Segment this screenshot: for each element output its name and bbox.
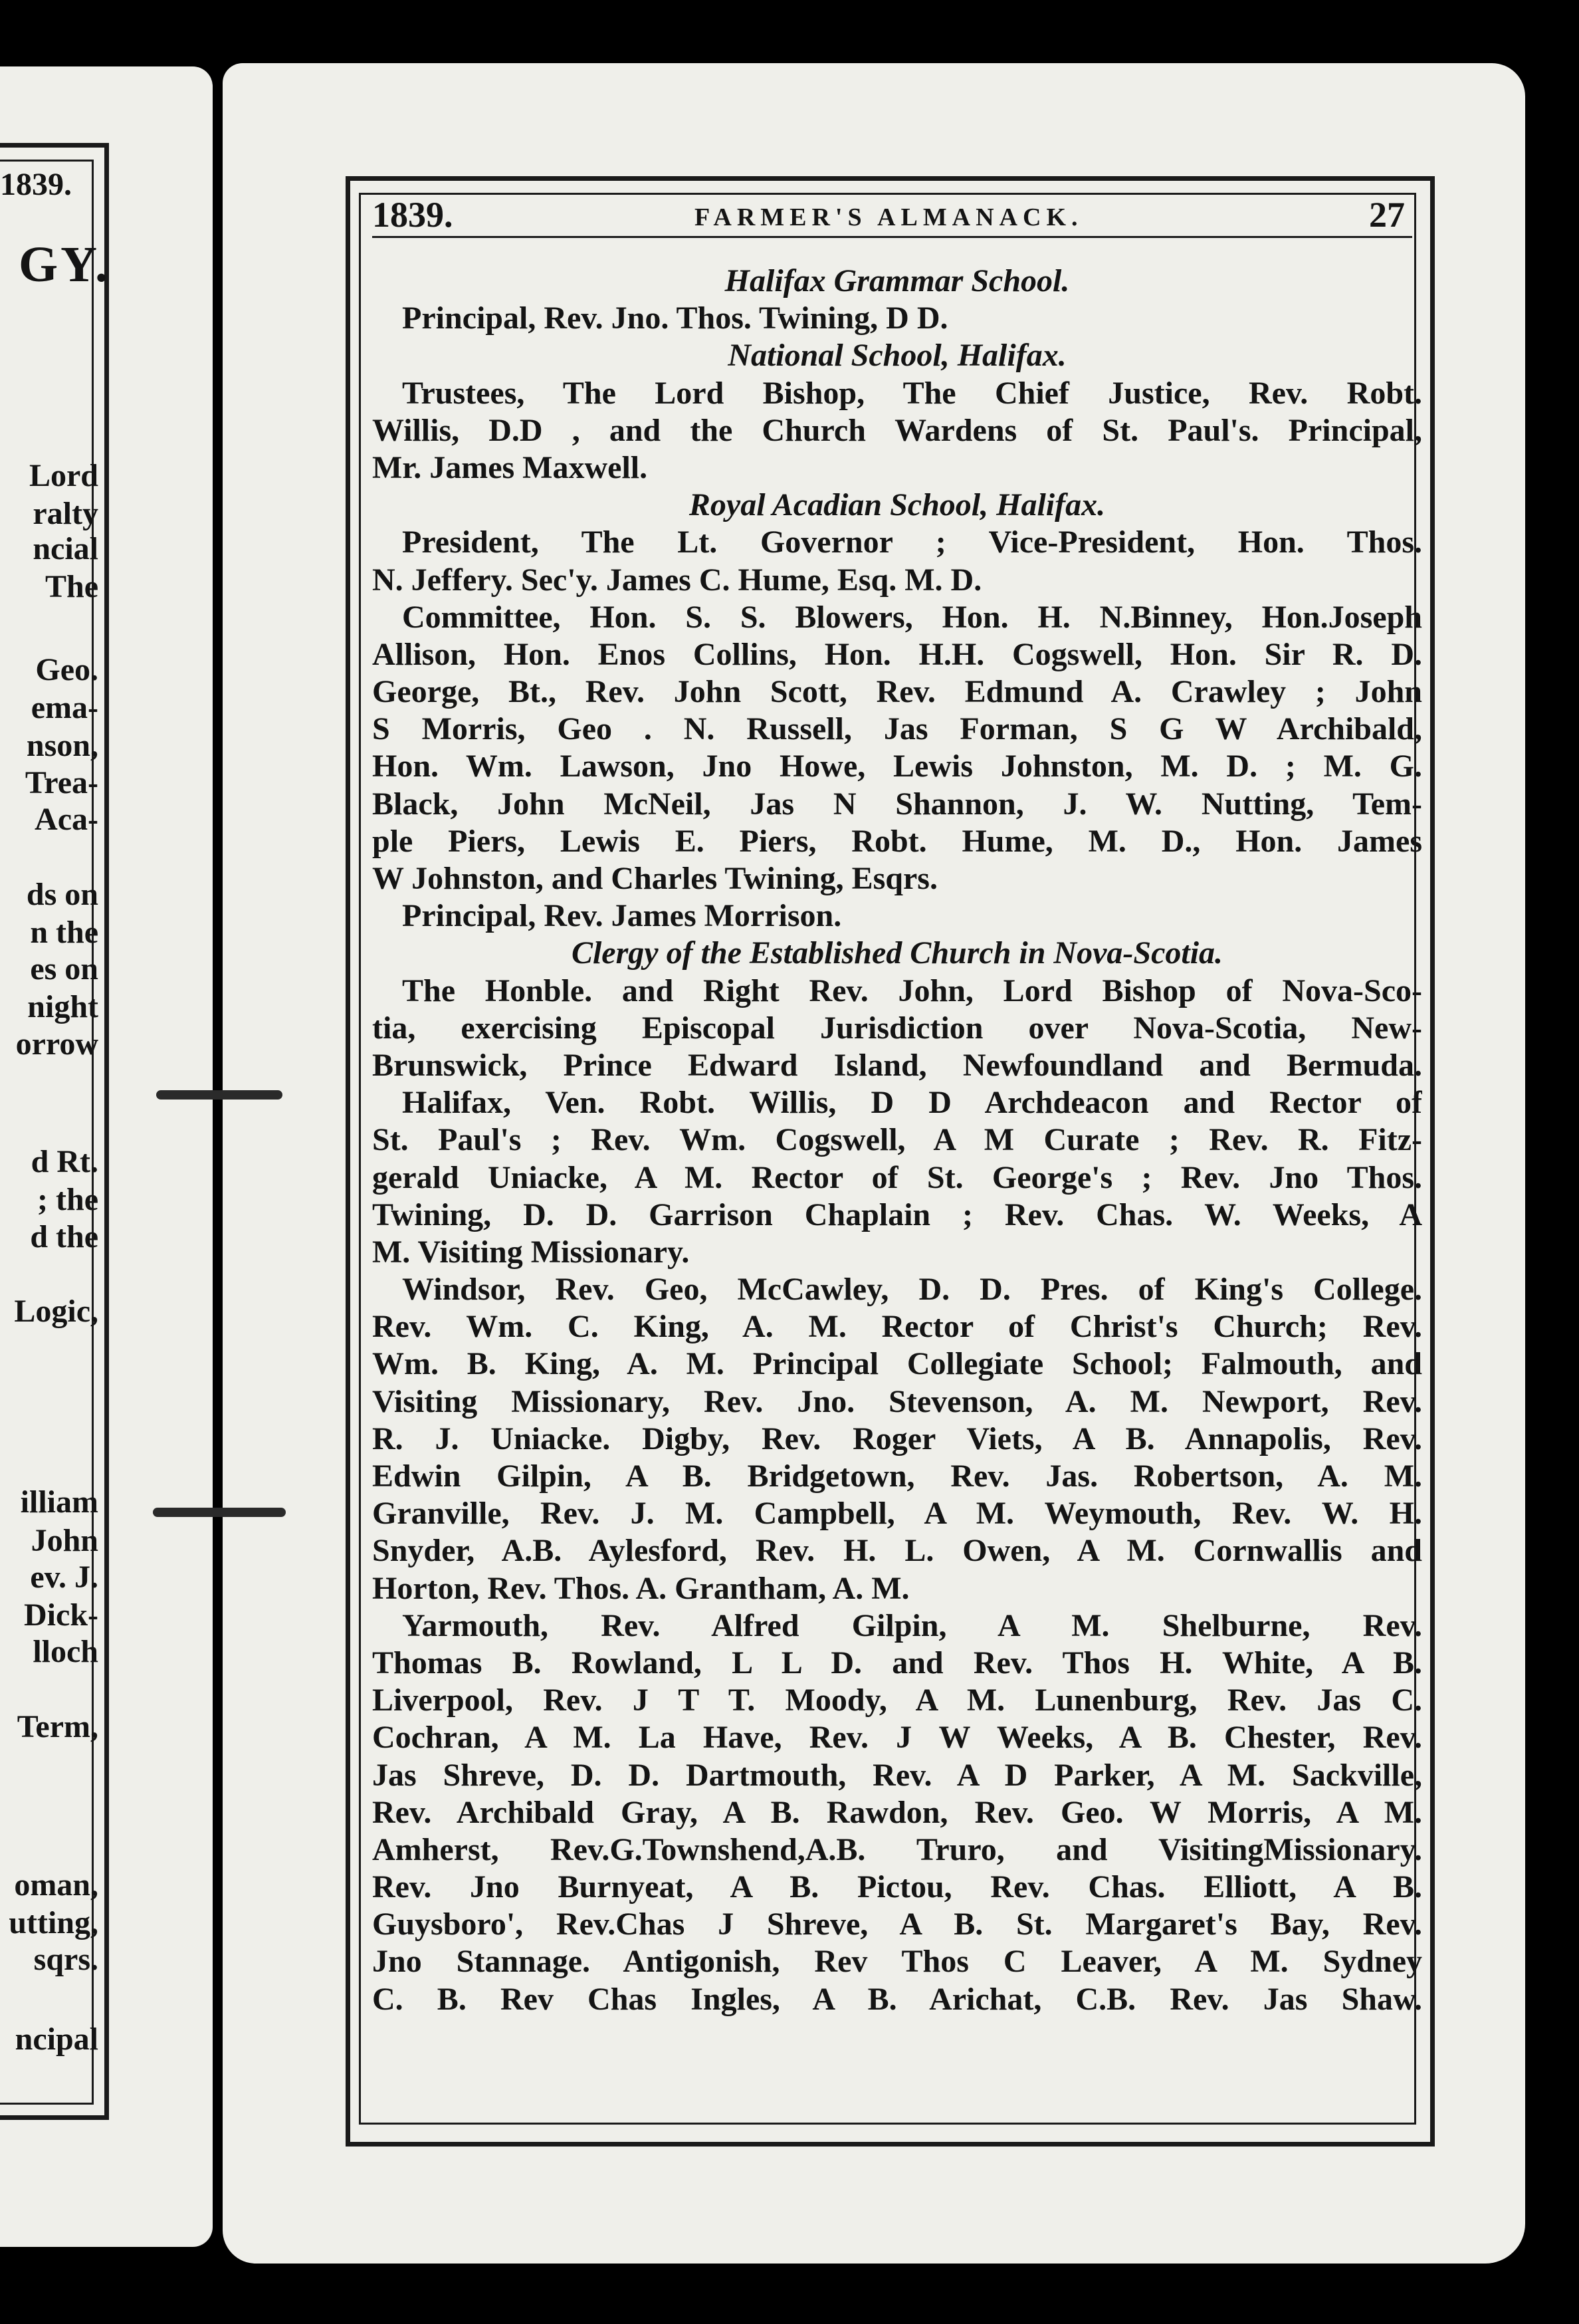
left-page-fragment: ema- [31,690,98,725]
text-line: Twining, D. D. Garrison Chaplain ; Rev. Chas. W. Weeks, A [372,1197,1422,1232]
text-line: St. Paul's ; Rev. Wm. Cogswell, A M Curate ; Rev. R. Fitz- [372,1122,1422,1158]
left-page-inner-border [0,160,94,2105]
left-page-heading-fragment: GY. [19,237,111,292]
text-line: Allison, Hon. Enos Collins, Hon. H.H. Cogswell, Hon. Sir R. D. [372,636,1422,672]
left-page-fragment: d Rt. [31,1144,98,1179]
section-heading: National School, Halifax. [728,338,1067,374]
left-page-fragment: d the [30,1219,98,1254]
left-page-fragment: oman, [14,1867,98,1903]
text-line: Snyder, A.B. Aylesford, Rev. H. L. Owen, A M. Cornwallis and [372,1533,1422,1569]
text-line: Trustees, The Lord Bishop, The Chief Justice, Rev. Robt. [402,375,1422,411]
text-line: N. Jeffery. Sec'y. James C. Hume, Esq. M. D. [372,562,982,598]
header-page-number: 27 [1369,195,1405,235]
left-page [0,66,213,2247]
text-line: Principal, Rev. Jno. Thos. Twining, D D. [402,300,948,336]
page-body-text [372,263,1422,2018]
left-page-fragment: Lord [29,458,98,493]
left-page-fragment: Geo. [35,652,98,687]
left-page-fragment: ralty [33,496,98,531]
left-page-fragment: John [31,1523,98,1558]
left-page-fragment: ; the [37,1182,98,1217]
text-line: Edwin Gilpin, A B. Bridgetown, Rev. Jas. Robertson, A. M. [372,1458,1422,1494]
left-page-fragment: ds on [26,877,98,912]
left-page-fragment: utting, [9,1905,98,1940]
left-page-fragment: ncipal [15,2022,98,2057]
left-page-fragment: Term, [17,1709,98,1744]
left-page-fragment: illiam [20,1484,98,1520]
text-line: Amherst, Rev.G.Townshend,A.B. Truro, and VisitingMissionary. [372,1831,1422,1867]
left-page-fragment: sqrs. [33,1942,98,1977]
text-line: tia, exercising Episcopal Jurisdiction over Nova-Scotia, New- [372,1010,1422,1046]
section-heading: Clergy of the Established Church in Nova-Scotia. [571,935,1223,971]
left-page-fragment: Aca- [35,802,98,837]
text-line: Yarmouth, Rev. Alfred Gilpin, A M. Shelburne, Rev. [402,1607,1422,1643]
text-line: President, The Lt. Governor ; Vice-President, Hon. Thos. [402,524,1422,560]
text-line: The Honble. and Right Rev. John, Lord Bishop of Nova-Sco- [402,973,1422,1008]
text-line: Halifax, Ven. Robt. Willis, D D Archdeacon and Rector of [402,1085,1422,1121]
text-line: Liverpool, Rev. J T T. Moody, A M. Lunenburg, Rev. Jas C. [372,1683,1422,1718]
text-line: Wm. B. King, A. M. Principal Collegiate School; Falmouth, and [372,1346,1422,1382]
text-line: Visiting Missionary, Rev. Jno. Stevenson, A. M. Newport, Rev. [372,1383,1422,1419]
left-page-fragment: Trea- [25,765,98,800]
text-line: C. B. Rev Chas Ingles, A B. Arichat, C.B. Rev. Jas Shaw. [372,1981,1422,2017]
text-line: Hon. Wm. Lawson, Jno Howe, Lewis Johnston, M. D. ; M. G. [372,749,1422,784]
header-rule [372,236,1412,238]
text-line: Jas Shreve, D. D. Dartmouth, Rev. A D Parker, A M. Sackville, [372,1757,1422,1793]
text-line: Jno Stannage. Antigonish, Rev Thos C Leaver, A M. Sydney [372,1944,1422,1980]
text-line: W Johnston, and Charles Twining, Esqrs. [372,861,938,896]
left-page-fragment: ncial [33,531,98,566]
text-line: M. Visiting Missionary. [372,1234,690,1270]
text-line: Rev. Wm. C. King, A. M. Rector of Christ's Church; Rev. [372,1309,1422,1345]
text-line: gerald Uniacke, A M. Rector of St. George's ; Rev. Jno Thos. [372,1159,1422,1195]
left-page-fragment: The [45,569,98,604]
binding-thread-mark [153,1508,286,1517]
header-year: 1839. [372,195,453,235]
text-line: Horton, Rev. Thos. A. Grantham, A. M. [372,1570,910,1606]
text-line: Cochran, A M. La Have, Rev. J W Weeks, A B. Chester, Rev. [372,1720,1422,1756]
text-line: Mr. James Maxwell. [372,449,648,485]
text-line: Thomas B. Rowland, L L D. and Rev. Thos H. White, A B. [372,1645,1422,1681]
text-line: Windsor, Rev. Geo, McCawley, D. D. Pres. of King's College. [402,1272,1422,1308]
text-line: S Morris, Geo . N. Russell, Jas Forman, S G W Archibald, [372,711,1422,747]
left-page-fragment: n the [30,915,98,950]
section-heading: Royal Acadian School, Halifax. [688,487,1106,523]
text-line: Committee, Hon. S. S. Blowers, Hon. H. N.Binney, Hon.Joseph [402,599,1422,635]
left-page-fragment: lloch [33,1634,98,1669]
text-line: Black, John McNeil, Jas N Shannon, J. W. Nutting, Tem- [372,786,1422,822]
text-line: Brunswick, Prince Edward Island, Newfoundland and Bermuda. [372,1047,1422,1083]
left-page-fragment: Dick- [24,1597,98,1633]
text-line: R. J. Uniacke. Digby, Rev. Roger Viets, A B. Annapolis, Rev. [372,1421,1422,1456]
left-page-fragment: nson, [26,728,98,763]
text-line: Rev. Archibald Gray, A B. Rawdon, Rev. Geo. W Morris, A M. [372,1794,1422,1830]
text-line: Principal, Rev. James Morrison. [402,898,842,934]
text-line: Willis, D.D , and the Church Wardens of St. Paul's. Principal, [372,412,1422,448]
text-line: Granville, Rev. J. M. Campbell, A M. Weymouth, Rev. W. H. [372,1496,1422,1532]
text-line: ple Piers, Lewis E. Piers, Robt. Hume, M. D., Hon. James [372,823,1422,859]
left-page-fragment: Logic, [14,1294,98,1329]
left-page-fragment: es on [30,951,98,987]
left-page-fragment: night [27,989,98,1024]
left-page-year: 1839. [0,167,72,202]
binding-thread-mark [156,1090,282,1100]
left-page-fragment: ev. J. [30,1560,98,1595]
header-title: FARMER'S ALMANACK. [694,203,1083,231]
text-line: Guysboro', Rev.Chas J Shreve, A B. St. Margaret's Bay, Rev. [372,1907,1422,1942]
text-line: George, Bt., Rev. John Scott, Rev. Edmund A. Crawley ; John [372,674,1422,710]
left-page-fragment: orrow [15,1026,98,1062]
text-line: Rev. Jno Burnyeat, A B. Pictou, Rev. Chas. Elliott, A B. [372,1869,1422,1905]
section-heading: Halifax Grammar School. [724,263,1070,298]
